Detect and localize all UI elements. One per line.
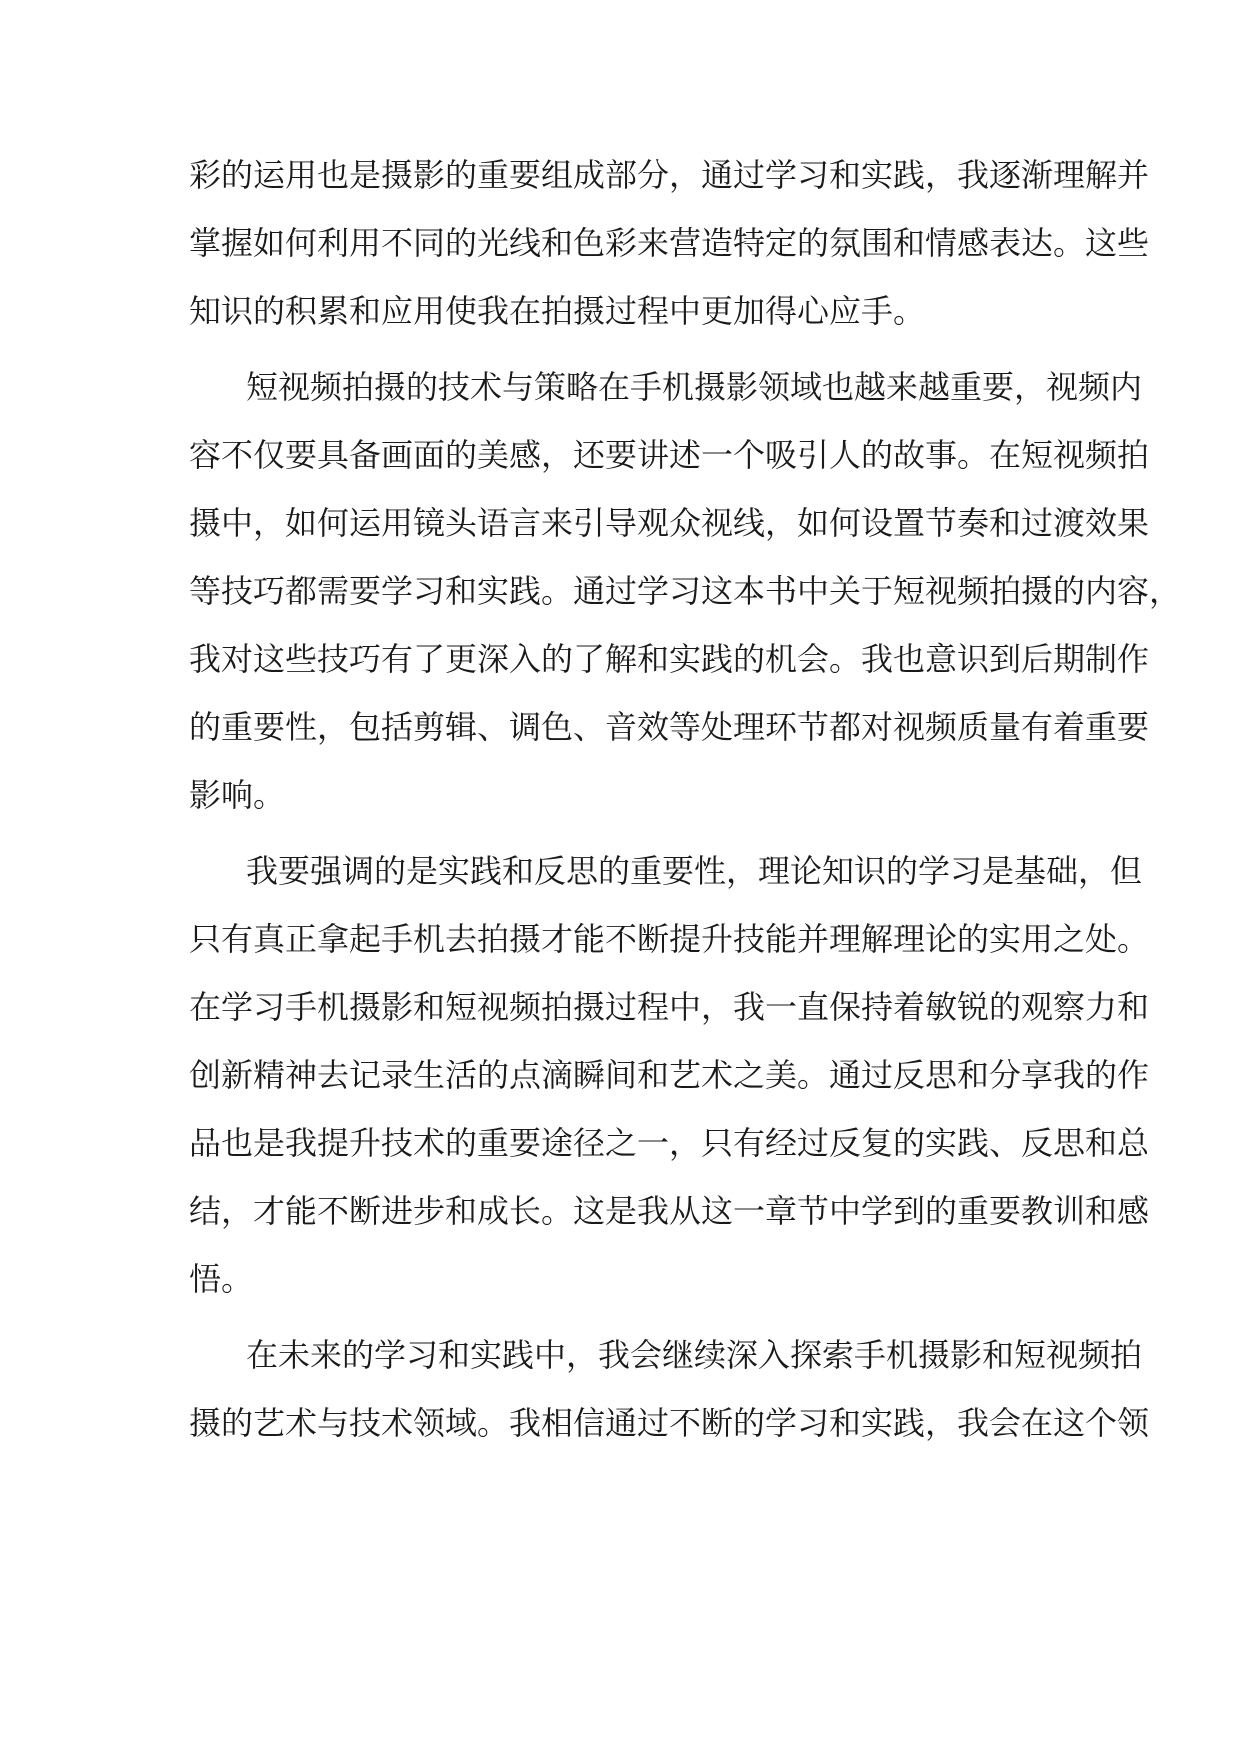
paragraph xyxy=(189,353,1182,829)
text-line: 我对这些技巧有了更深入的了解和实践的机会。我也意识到后期制作 xyxy=(189,640,1150,678)
text-line: 创新精神去记录生活的点滴瞬间和艺术之美。通过反思和分享我的作 xyxy=(189,1056,1150,1094)
text-line: 品也是我提升技术的重要途径之一，只有经过反复的实践、反思和总 xyxy=(189,1124,1150,1162)
text-line: 容不仅要具备画面的美感，还要讲述一个吸引人的故事。在短视频拍 xyxy=(189,436,1150,474)
text-line: 的重要性，包括剪辑、调色、音效等处理环节都对视频质量有着重要 xyxy=(189,708,1150,746)
text-line: 结，才能不断进步和成长。这是我从这一章节中学到的重要教训和感 xyxy=(189,1192,1150,1230)
text-line: 掌握如何利用不同的光线和色彩来营造特定的氛围和情感表达。这些 xyxy=(189,224,1150,262)
text-line: 短视频拍摄的技术与策略在手机摄影领域也越来越重要，视频内 xyxy=(246,368,1143,406)
paragraph xyxy=(189,837,1150,1313)
text-line: 影响。 xyxy=(189,776,286,814)
text-line: 悟。 xyxy=(189,1260,254,1298)
text-line: 等技巧都需要学习和实践。通过学习这本书中关于短视频拍摄的内容， xyxy=(189,572,1182,610)
paragraph xyxy=(189,141,1150,345)
paragraph xyxy=(189,1321,1150,1457)
body-text xyxy=(189,141,1182,1457)
text-line: 摄的艺术与技术领域。我相信通过不断的学习和实践，我会在这个领 xyxy=(189,1404,1150,1442)
text-line: 只有真正拿起手机去拍摄才能不断提升技能并理解理论的实用之处。 xyxy=(189,920,1150,958)
text-line: 在学习手机摄影和短视频拍摄过程中，我一直保持着敏锐的观察力和 xyxy=(189,988,1150,1026)
text-line: 在未来的学习和实践中，我会继续深入探索手机摄影和短视频拍 xyxy=(246,1336,1143,1374)
text-line: 彩的运用也是摄影的重要组成部分，通过学习和实践，我逐渐理解并 xyxy=(189,156,1150,194)
text-line: 摄中，如何运用镜头语言来引导观众视线，如何设置节奏和过渡效果 xyxy=(189,504,1150,542)
text-line: 知识的积累和应用使我在拍摄过程中更加得心应手。 xyxy=(189,292,926,330)
text-line: 我要强调的是实践和反思的重要性，理论知识的学习是基础，但 xyxy=(246,852,1143,890)
